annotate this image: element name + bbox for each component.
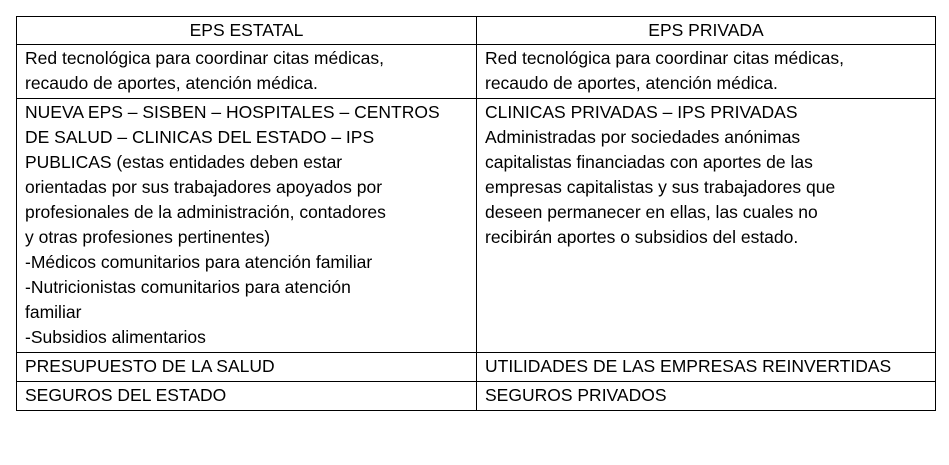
cell-line: -Subsidios alimentarios — [25, 327, 206, 347]
cell-privada-red-tecnologica — [477, 45, 936, 99]
cell-line: Administradas por sociedades anónimas — [485, 127, 801, 147]
cell-privada-seguros: SEGUROS PRIVADOS — [477, 382, 936, 411]
table-row — [17, 382, 936, 411]
table-row — [17, 99, 936, 353]
cell-estatal-entidades — [17, 99, 477, 353]
cell-line: PUBLICAS (estas entidades deben estar — [25, 152, 343, 172]
cell-line: -Nutricionistas comunitarios para atención — [25, 277, 351, 297]
cell-line: y otras profesiones pertinentes) — [25, 227, 271, 247]
cell-line: Red tecnológica para coordinar citas médicas, — [485, 48, 844, 68]
cell-line: recaudo de aportes, atención médica. — [25, 73, 318, 93]
cell-line: NUEVA EPS – SISBEN – HOSPITALES – CENTROS — [25, 102, 440, 122]
cell-line: DE SALUD – CLINICAS DEL ESTADO – IPS — [25, 127, 375, 147]
cell-line: familiar — [25, 302, 82, 322]
header-eps-estatal: EPS ESTATAL — [17, 17, 477, 45]
cell-privada-entidades — [477, 99, 936, 353]
cell-privada-financiacion: UTILIDADES DE LAS EMPRESAS REINVERTIDAS — [477, 353, 936, 382]
cell-line: orientadas por sus trabajadores apoyados por — [25, 177, 383, 197]
table-header-row — [17, 17, 936, 45]
cell-estatal-seguros: SEGUROS DEL ESTADO — [17, 382, 477, 411]
cell-line: -Médicos comunitarios para atención familiar — [25, 252, 373, 272]
comparison-table — [16, 16, 936, 411]
cell-line: deseen permanecer en ellas, las cuales no — [485, 202, 818, 222]
cell-line: CLINICAS PRIVADAS – IPS PRIVADAS — [485, 102, 798, 122]
cell-line: recibirán aportes o subsidios del estado. — [485, 227, 799, 247]
cell-line: recaudo de aportes, atención médica. — [485, 73, 778, 93]
cell-line: capitalistas financiadas con aportes de las — [485, 152, 813, 172]
cell-line: profesionales de la administración, contadores — [25, 202, 386, 222]
header-eps-privada: EPS PRIVADA — [477, 17, 936, 45]
table-row — [17, 45, 936, 99]
table-row — [17, 353, 936, 382]
cell-estatal-red-tecnologica — [17, 45, 477, 99]
cell-estatal-financiacion: PRESUPUESTO DE LA SALUD — [17, 353, 477, 382]
cell-line: Red tecnológica para coordinar citas médicas, — [25, 48, 384, 68]
cell-line: empresas capitalistas y sus trabajadores que — [485, 177, 836, 197]
